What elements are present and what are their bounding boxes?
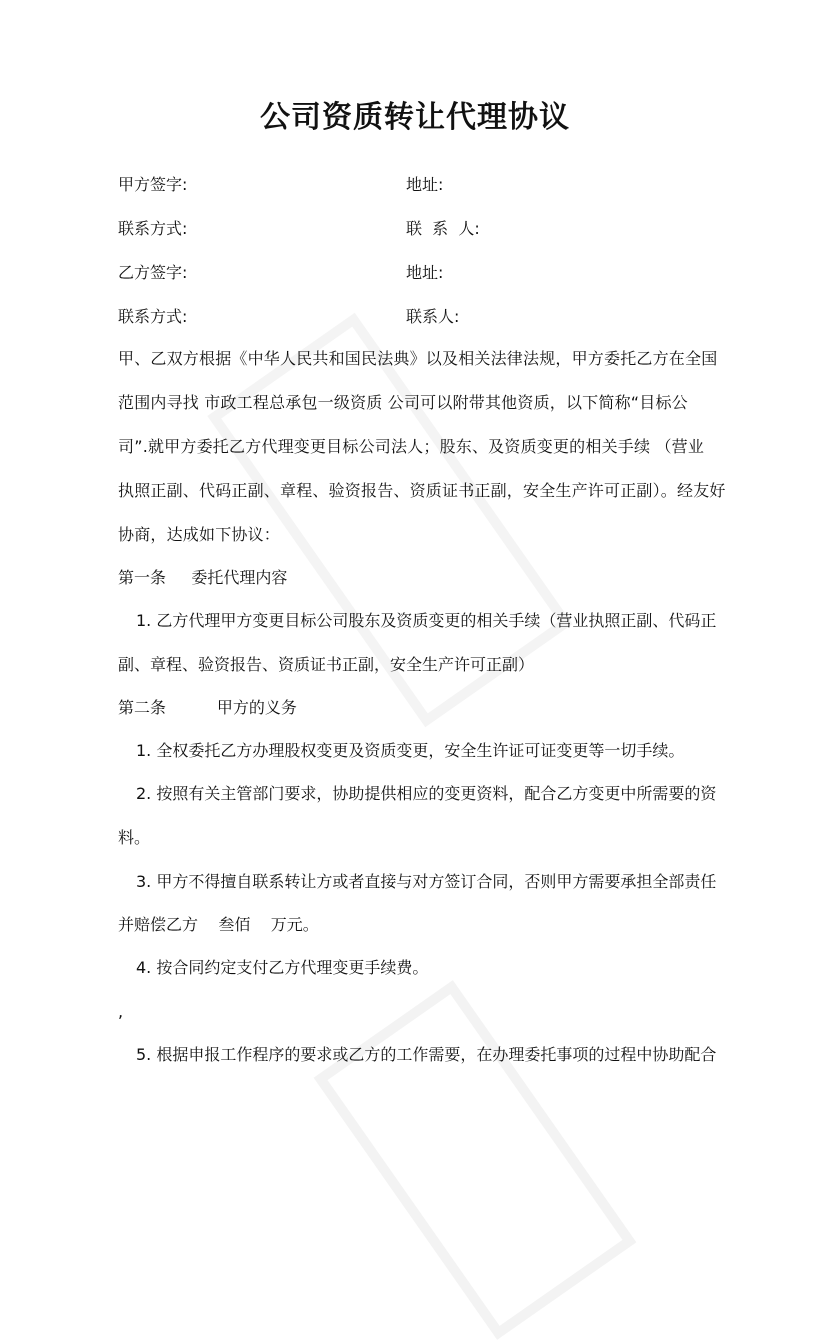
article-2-heading: 第二条 甲方的义务 — [118, 698, 297, 717]
intro-paragraph-line: 范围内寻找 市政工程总承包一级资质 公司可以附带其他资质，以下简称“目标公 — [118, 393, 688, 412]
party-b-contact-method-label: 联系方式: — [118, 307, 188, 326]
article-2-item-2-line: 2. 按照有关主管部门要求，协助提供相应的变更资料，配合乙方变更中所需要的资 — [136, 784, 717, 803]
article-1-item-1-line: 1. 乙方代理甲方变更目标公司股东及资质变更的相关手续（营业执照正副、代码正 — [136, 611, 717, 630]
article-2-item-3-line: 3. 甲方不得擅自联系转让方或者直接与对方签订合同，否则甲方需要承担全部责任 — [136, 872, 717, 891]
party-b-contact-person-label: 联系人: — [406, 307, 460, 326]
article-1-item-1-line: 副、章程、验资报告、资质证书正副，安全生产许可正副） — [118, 655, 535, 674]
intro-paragraph-line: 司”.就甲方委托乙方代理变更目标公司法人；股东、及资质变更的相关手续 （营业 — [118, 437, 705, 456]
article-2-item-2-line: 料。 — [118, 828, 151, 847]
article-2-item-1: 1. 全权委托乙方办理股权变更及资质变更，安全生许证可证变更等一切手续。 — [136, 741, 685, 760]
article-2-item-3-line: 并赔偿乙方 叁佰 万元。 — [118, 915, 319, 934]
party-b-signature-label: 乙方签字: — [118, 263, 188, 282]
watermark — [314, 980, 637, 1340]
article-2-item-5: 5. 根据申报工作程序的要求或乙方的工作需要，在办理委托事项的过程中协助配合 — [136, 1045, 717, 1064]
article-1-heading: 第一条 委托代理内容 — [118, 568, 288, 587]
intro-paragraph-line: 执照正副、代码正副、章程、验资报告、资质证书正副，安全生产许可正副）。经友好 — [118, 481, 726, 500]
party-a-contact-person-label: 联 系 人: — [406, 219, 480, 238]
party-b-address-label: 地址: — [406, 263, 444, 282]
document-title: 公司资质转让代理协议 — [260, 100, 570, 135]
intro-paragraph-line: 甲、乙双方根据《中华人民共和国民法典》以及相关法律法规，甲方委托乙方在全国 — [118, 349, 718, 368]
stray-comma: , — [118, 1002, 124, 1021]
intro-paragraph-line: 协商，达成如下协议： — [118, 525, 281, 544]
party-a-signature-label: 甲方签字: — [118, 175, 188, 194]
party-a-contact-method-label: 联系方式: — [118, 219, 188, 238]
party-a-address-label: 地址: — [406, 175, 444, 194]
article-2-item-4: 4. 按合同约定支付乙方代理变更手续费。 — [136, 958, 429, 977]
